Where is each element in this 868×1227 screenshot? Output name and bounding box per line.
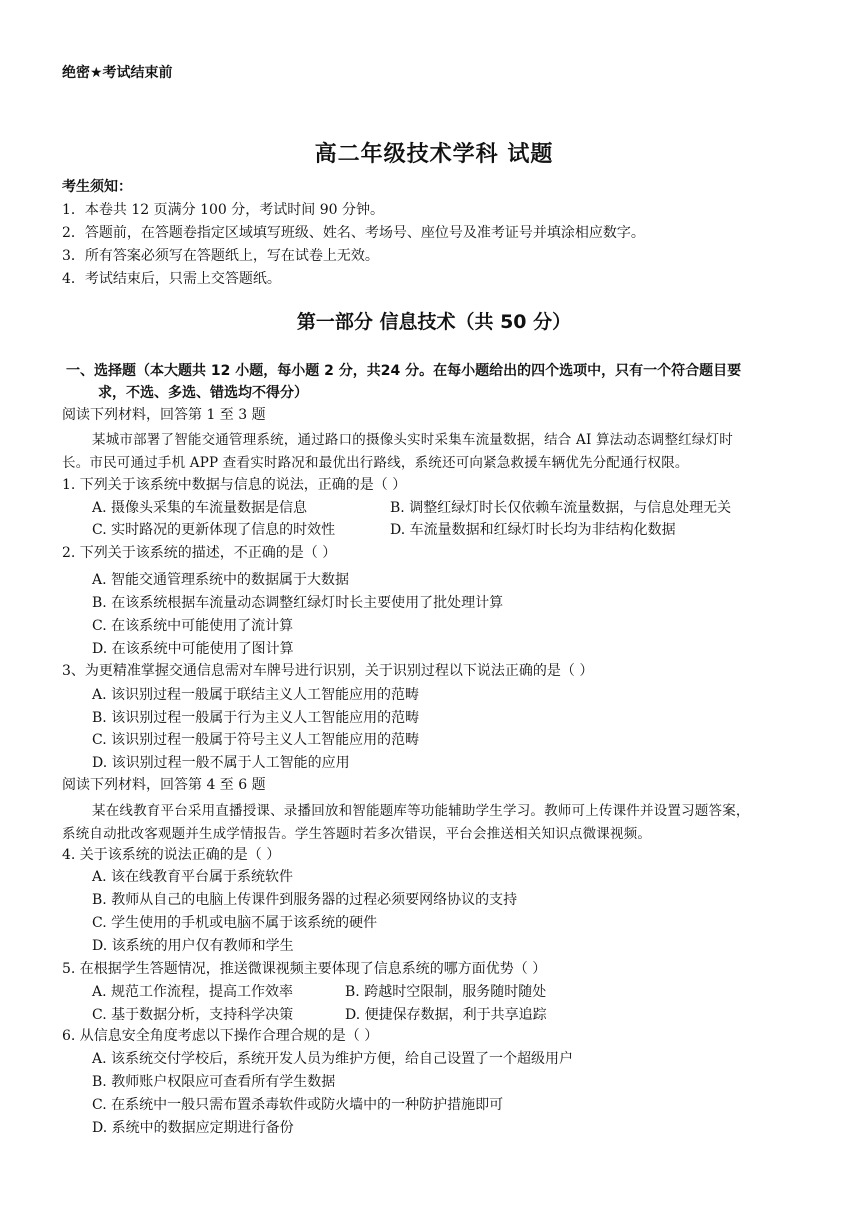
q3-stem: 3、为更精准掌握交通信息需对车牌号进行识别，关于识别过程以下说法正确的是（ ）	[62, 663, 594, 679]
notice-item-2: 2．答题前，在答题卷指定区域填写班级、姓名、考场号、座位号及准考证号并填涂相应数字。	[62, 225, 645, 241]
material2-intro: 阅读下列材料，回答第 4 至 6 题	[62, 777, 266, 793]
q4-option-a: A. 该在线教育平台属于系统软件	[92, 869, 294, 885]
q2-option-d: D. 在该系统中可能使用了图计算	[92, 641, 294, 657]
q1-option-b: B. 调整红绿灯时长仅依赖车流量数据，与信息处理无关	[390, 500, 732, 516]
q6-option-a: A. 该系统交付学校后，系统开发人员为维护方便，给自己设置了一个超级用户	[92, 1051, 574, 1067]
notice-item-3: 3．所有答案必须写在答题纸上，写在试卷上无效。	[62, 248, 379, 264]
q6-option-b: B. 教师账户权限应可查看所有学生数据	[92, 1074, 336, 1090]
material2-line2: 系统自动批改客观题并生成学情报告。学生答题时若多次错误，平台会推送相关知识点微课视频。	[62, 826, 652, 842]
q1-option-c: C. 实时路况的更新体现了信息的时效性	[92, 522, 336, 538]
q1-option-d: D. 车流量数据和红绿灯时长均为非结构化数据	[390, 522, 676, 538]
q5-option-b: B. 跨越时空限制，服务随时随处	[345, 984, 547, 1000]
material2-line1: 某在线教育平台采用直播授课、录播回放和智能题库等功能辅助学生学习。教师可上传课件并设置习题答案，	[92, 803, 750, 819]
q1-stem: 1. 下列关于该系统中数据与信息的说法，正确的是（ ）	[62, 477, 407, 493]
q4-option-c: C. 学生使用的手机或电脑不属于该系统的硬件	[92, 915, 378, 931]
part1-title: 第一部分 信息技术（共 50 分）	[296, 311, 572, 333]
notice-heading: 考生须知：	[62, 179, 132, 195]
q5-option-a: A. 规范工作流程，提高工作效率	[92, 984, 294, 1000]
q6-stem: 6. 从信息安全角度考虑以下操作合理合规的是（ ）	[62, 1028, 379, 1044]
material1-line2: 长。市民可通过手机 APP 查看实时路况和最优出行路线，系统还可向紧急救援车辆优先分配通行权限。	[62, 455, 689, 471]
section-heading-line2: 求，不选、多选、错选均不得分）	[98, 385, 308, 401]
material1-intro: 阅读下列材料，回答第 1 至 3 题	[62, 407, 266, 423]
q3-option-b: B. 该识别过程一般属于行为主义人工智能应用的范畴	[92, 710, 420, 726]
material1-line1: 某城市部署了智能交通管理系统，通过路口的摄像头实时采集车流量数据，结合 AI 算法动态调整红绿灯时	[92, 432, 733, 448]
q3-option-a: A. 该识别过程一般属于联结主义人工智能应用的范畴	[92, 687, 420, 703]
notice-item-4: 4．考试结束后，只需上交答题纸。	[62, 271, 281, 287]
notice-item-1: 1．本卷共 12 页满分 100 分，考试时间 90 分钟。	[62, 202, 384, 218]
q2-option-c: C. 在该系统中可能使用了流计算	[92, 618, 294, 634]
q5-stem: 5. 在根据学生答题情况，推送微课视频主要体现了信息系统的哪方面优势（ ）	[62, 961, 547, 977]
q3-option-d: D. 该识别过程一般不属于人工智能的应用	[92, 755, 350, 771]
q4-option-b: B. 教师从自己的电脑上传课件到服务器的过程必须要网络协议的支持	[92, 892, 518, 908]
q2-option-b: B. 在该系统根据车流量动态调整红绿灯时长主要使用了批处理计算	[92, 595, 504, 611]
q5-option-c: C. 基于数据分析，支持科学决策	[92, 1007, 294, 1023]
section-heading-line1: 一、选择题（本大题共 12 小题，每小题 2 分，共24 分。在每小题给出的四个选项中，只有一个符合题目要	[66, 363, 742, 379]
q6-option-c: C. 在系统中一般只需布置杀毒软件或防火墙中的一种防护措施即可	[92, 1097, 504, 1113]
q1-option-a: A. 摄像头采集的车流量数据是信息	[92, 500, 308, 516]
q4-stem: 4. 关于该系统的说法正确的是（ ）	[62, 847, 281, 863]
q3-option-c: C. 该识别过程一般属于符号主义人工智能应用的范畴	[92, 732, 420, 748]
exam-title: 高二年级技术学科 试题	[314, 141, 554, 167]
q5-option-d: D. 便捷保存数据，利于共享追踪	[345, 1007, 547, 1023]
q6-option-d: D. 系统中的数据应定期进行备份	[92, 1120, 294, 1136]
q2-option-a: A. 智能交通管理系统中的数据属于大数据	[92, 572, 350, 588]
confidential-label: 绝密★考试结束前	[62, 65, 173, 81]
q2-stem: 2. 下列关于该系统的描述，不正确的是（ ）	[62, 545, 337, 561]
q4-option-d: D. 该系统的用户仅有教师和学生	[92, 938, 294, 954]
